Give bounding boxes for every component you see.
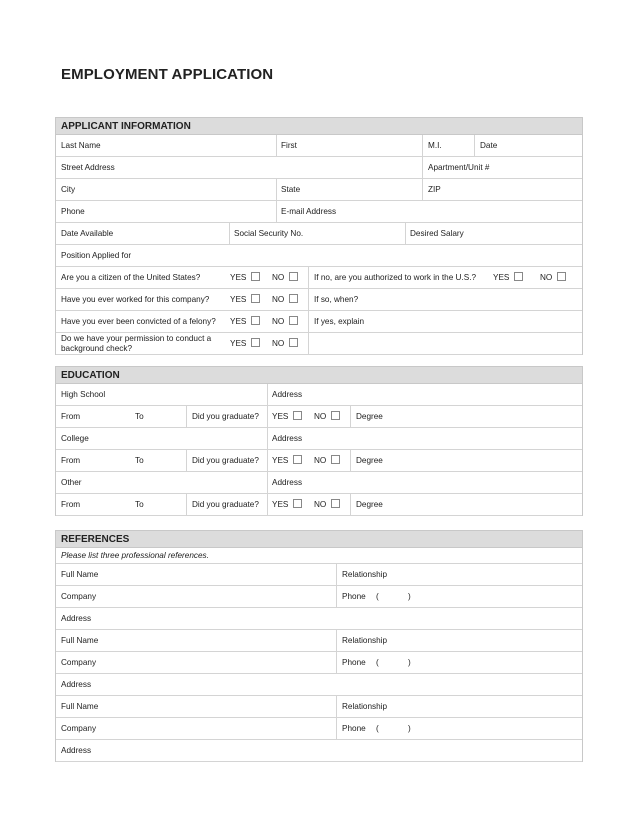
name-row xyxy=(56,135,582,157)
no-label: NO xyxy=(272,317,285,326)
no-label: NO xyxy=(314,456,327,465)
citizen-yes-checkbox[interactable] xyxy=(251,272,260,281)
no-label: NO xyxy=(272,273,285,282)
apartment-field[interactable]: Apartment/Unit # xyxy=(428,163,490,172)
reference-1-address-row xyxy=(56,608,582,630)
full-name-field[interactable]: Full Name xyxy=(61,702,99,711)
position-field[interactable]: Position Applied for xyxy=(61,251,132,260)
education-section xyxy=(55,366,583,516)
authorized-question: If no, are you authorized to work in the U.S.? xyxy=(314,273,477,282)
yes-label: YES xyxy=(230,317,247,326)
graduate-question: Did you graduate? xyxy=(192,500,259,509)
to-field[interactable]: To xyxy=(135,456,144,465)
no-label: NO xyxy=(272,295,285,304)
background-row xyxy=(56,333,582,355)
from-field[interactable]: From xyxy=(61,412,81,421)
reference-3-address-row xyxy=(56,740,582,762)
no-label: NO xyxy=(272,339,285,348)
graduate-question: Did you graduate? xyxy=(192,456,259,465)
position-row xyxy=(56,245,582,267)
background-question: Do we have your permission to conduct a background check? xyxy=(61,333,212,353)
graduate-question: Did you graduate? xyxy=(192,412,259,421)
company-field[interactable]: Company xyxy=(61,592,97,601)
phone-field[interactable]: Phone xyxy=(342,724,366,733)
paren-open: ( xyxy=(376,724,379,733)
citizen-row xyxy=(56,267,582,289)
background-yes-checkbox[interactable] xyxy=(251,338,260,347)
graduate-yes-checkbox[interactable] xyxy=(293,455,302,464)
felony-no-checkbox[interactable] xyxy=(289,316,298,325)
first-name-field[interactable]: First xyxy=(281,141,297,150)
section-header: REFERENCES xyxy=(56,531,582,548)
form-title: EMPLOYMENT APPLICATION xyxy=(61,66,274,83)
college-address-field[interactable]: Address xyxy=(272,434,303,443)
section-header: EDUCATION xyxy=(56,367,582,384)
address-field[interactable]: Address xyxy=(61,614,92,623)
relationship-field[interactable]: Relationship xyxy=(342,702,388,711)
address-field[interactable]: Address xyxy=(61,680,92,689)
ssn-field[interactable]: Social Security No. xyxy=(234,229,304,238)
worked-no-checkbox[interactable] xyxy=(289,294,298,303)
phone-field[interactable]: Phone xyxy=(342,658,366,667)
relationship-field[interactable]: Relationship xyxy=(342,636,388,645)
city-row xyxy=(56,179,582,201)
no-label: NO xyxy=(314,500,327,509)
middle-initial-field[interactable]: M.I. xyxy=(428,141,442,150)
to-field[interactable]: To xyxy=(135,412,144,421)
graduate-no-checkbox[interactable] xyxy=(331,411,340,420)
high-school-row xyxy=(56,384,582,406)
desired-salary-field[interactable]: Desired Salary xyxy=(410,229,464,238)
yes-label: YES xyxy=(272,500,289,509)
street-address-field[interactable]: Street Address xyxy=(61,163,115,172)
reference-3-company-row xyxy=(56,718,582,740)
college-row xyxy=(56,428,582,450)
reference-1-name-row xyxy=(56,564,582,586)
paren-open: ( xyxy=(376,658,379,667)
city-field[interactable]: City xyxy=(61,185,76,194)
high-school-field[interactable]: High School xyxy=(61,390,106,399)
references-note: Please list three professional references. xyxy=(61,551,209,560)
paren-close: ) xyxy=(408,592,411,601)
graduate-yes-checkbox[interactable] xyxy=(293,499,302,508)
authorized-yes-checkbox[interactable] xyxy=(514,272,523,281)
address-field[interactable]: Address xyxy=(61,746,92,755)
paren-open: ( xyxy=(376,592,379,601)
yes-label: YES xyxy=(272,456,289,465)
company-field[interactable]: Company xyxy=(61,724,97,733)
background-no-checkbox[interactable] xyxy=(289,338,298,347)
date-available-field[interactable]: Date Available xyxy=(61,229,114,238)
worked-row xyxy=(56,289,582,311)
felony-row xyxy=(56,311,582,333)
state-field[interactable]: State xyxy=(281,185,301,194)
felony-yes-checkbox[interactable] xyxy=(251,316,260,325)
section-header: APPLICANT INFORMATION xyxy=(56,118,582,135)
from-field[interactable]: From xyxy=(61,456,81,465)
explain-field[interactable]: If yes, explain xyxy=(314,317,365,326)
full-name-field[interactable]: Full Name xyxy=(61,570,99,579)
yes-label: YES xyxy=(230,339,247,348)
no-label: NO xyxy=(540,273,553,282)
full-name-field[interactable]: Full Name xyxy=(61,636,99,645)
availability-row xyxy=(56,223,582,245)
citizen-question: Are you a citizen of the United States? xyxy=(61,273,201,282)
date-field[interactable]: Date xyxy=(480,141,498,150)
worked-question: Have you ever worked for this company? xyxy=(61,295,210,304)
references-section xyxy=(55,530,583,762)
college-dates-row xyxy=(56,450,582,472)
felony-question: Have you ever been convicted of a felony? xyxy=(61,317,216,326)
graduate-no-checkbox[interactable] xyxy=(331,455,340,464)
graduate-yes-checkbox[interactable] xyxy=(293,411,302,420)
worked-yes-checkbox[interactable] xyxy=(251,294,260,303)
other-row xyxy=(56,472,582,494)
reference-2-address-row xyxy=(56,674,582,696)
college-field[interactable]: College xyxy=(61,434,89,443)
phone-field[interactable]: Phone xyxy=(61,207,85,216)
email-field[interactable]: E-mail Address xyxy=(281,207,337,216)
if-so-when-field[interactable]: If so, when? xyxy=(314,295,359,304)
phone-field[interactable]: Phone xyxy=(342,592,366,601)
company-field[interactable]: Company xyxy=(61,658,97,667)
reference-2-name-row xyxy=(56,630,582,652)
degree-field[interactable]: Degree xyxy=(356,500,383,509)
authorized-no-checkbox[interactable] xyxy=(557,272,566,281)
applicant-information-section xyxy=(55,117,583,355)
address-row xyxy=(56,157,582,179)
relationship-field[interactable]: Relationship xyxy=(342,570,388,579)
contact-row xyxy=(56,201,582,223)
other-school-field[interactable]: Other xyxy=(61,478,82,487)
high-school-dates-row xyxy=(56,406,582,428)
from-field[interactable]: From xyxy=(61,500,81,509)
other-dates-row xyxy=(56,494,582,516)
degree-field[interactable]: Degree xyxy=(356,456,383,465)
references-note-row xyxy=(56,548,582,564)
paren-close: ) xyxy=(408,658,411,667)
degree-field[interactable]: Degree xyxy=(356,412,383,421)
reference-1-company-row xyxy=(56,586,582,608)
no-label: NO xyxy=(314,412,327,421)
to-field[interactable]: To xyxy=(135,500,144,509)
other-address-field[interactable]: Address xyxy=(272,478,303,487)
yes-label: YES xyxy=(230,273,247,282)
yes-label: YES xyxy=(493,273,510,282)
yes-label: YES xyxy=(272,412,289,421)
graduate-no-checkbox[interactable] xyxy=(331,499,340,508)
citizen-no-checkbox[interactable] xyxy=(289,272,298,281)
paren-close: ) xyxy=(408,724,411,733)
last-name-field[interactable]: Last Name xyxy=(61,141,101,150)
zip-field[interactable]: ZIP xyxy=(428,185,441,194)
high-school-address-field[interactable]: Address xyxy=(272,390,303,399)
yes-label: YES xyxy=(230,295,247,304)
reference-3-name-row xyxy=(56,696,582,718)
reference-2-company-row xyxy=(56,652,582,674)
